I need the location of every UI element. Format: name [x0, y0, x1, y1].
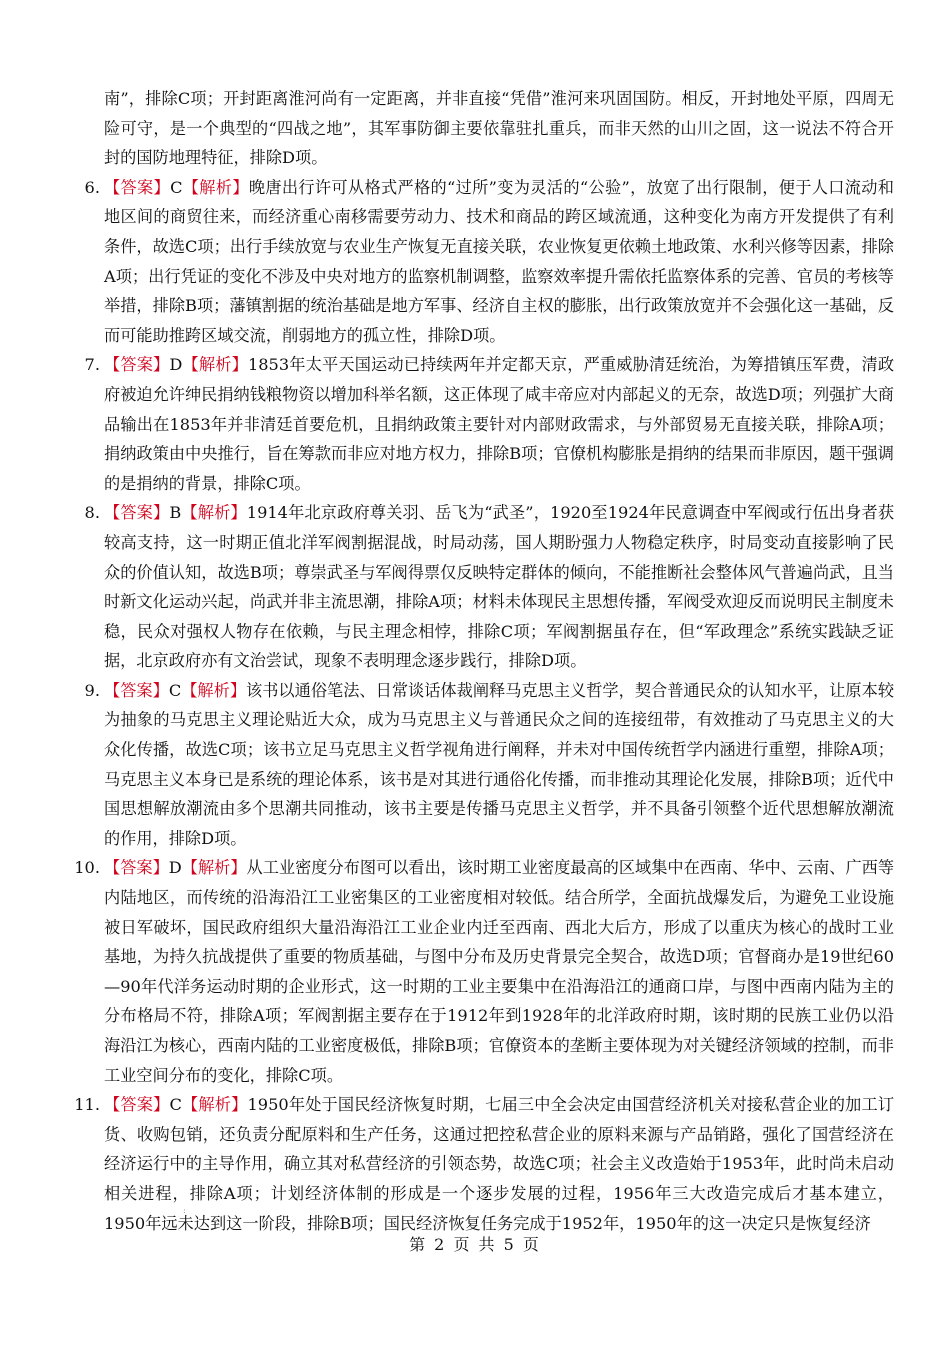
analysis-tag: 【解析】 — [182, 177, 249, 197]
analysis-tag: 【解析】 — [181, 1095, 248, 1115]
answer-letter: C — [170, 177, 183, 197]
answer-tag: 【答案】 — [104, 680, 169, 700]
item-number: 6. — [84, 177, 100, 197]
page-mark-dot: : — [183, 1206, 186, 1215]
page-number-label: 第 2 页 共 5 页 — [409, 1235, 541, 1254]
analysis-text: 晚唐出行许可从格式严格的“过所”变为灵活的“公验”，放宽了出行限制，便于人口流动和地区间的商贸往来，而经济重心南移需要劳动力、技术和商品的跨区域流通，这种变化为南方开发提供了有利条件，故选C项；出行手续放宽与农业生产恢复无直接关联，农业恢复更依赖土地政策、水利兴修等因素，排除A项；出行凭证的变化不涉及中央对地方的监察机制调整，监察效率提升需依托监察体系的完善、官员的考核等举措，排除B项；藩镇割据的统治基础是地方军事、经济自主权的膨胀，出行政策放宽并不会强化这一基础，反而可能助推跨区域交流，削弱地方的孤立性，排除D项。 — [104, 177, 894, 345]
answer-tag: 【答案】 — [104, 355, 170, 375]
analysis-text: 1950年处于国民经济恢复时期，七届三中全会决定由国营经济机关对接私营企业的加工订货、收购包销，还负责分配原料和生产任务，这通过把控私营企业的原料来源与产品销路，强化了国营经济在经济运行中的主导作用，确立其对私营经济的引领态势，故选C项；社会主义改造始于1953年，此时尚未启动相关进程，排除A项；计划经济体制的形成是一个逐步发展的过程，1956年三大改造完成后才基本建立，1950年远未达到这一阶段，排除B项；国民经济恢复任务完成于1952年，1950年的这一决定只是恢复经济 — [104, 1095, 895, 1233]
answer-item-7 — [62, 350, 894, 498]
analysis-text: 1853年太平天国运动已持续两年并定都天京，严重威胁清廷统治，为筹措镇压军费，清政府被迫允许绅民捐纳钱粮物资以增加科举名额，这正体现了咸丰帝应对内部起义的无奈，故选D项；列强扩大商品输出在1853年并非清廷首要危机，且捐纳政策主要针对内部财政需求，与外部贸易无直接关联，排除A项；捐纳政策由中央推行，旨在筹款而非应对地方权力，排除B项；官僚机构膨胀是捐纳的结果而非原因，题干强调的是捐纳的背景，排除C项。 — [104, 355, 895, 493]
answer-letter: D — [169, 355, 183, 375]
answer-letter: B — [169, 503, 182, 523]
continuation-paragraph — [62, 84, 894, 173]
analysis-tag: 【解析】 — [181, 503, 247, 523]
analysis-tag: 【解析】 — [181, 680, 247, 700]
answer-letter: C — [169, 1095, 182, 1115]
answer-tag: 【答案】 — [104, 503, 170, 523]
answer-item-10 — [62, 853, 894, 1090]
analysis-tag: 【解析】 — [181, 858, 247, 878]
item-number: 10. — [74, 858, 100, 878]
page-footer — [0, 1232, 950, 1255]
analysis-text: 从工业密度分布图可以看出，该时期工业密度最高的区域集中在西南、华中、云南、广西等内陆地区，而传统的沿海沿江工业密集区的工业密度相对较低。结合所学，全面抗战爆发后，为避免工业设施被日军破坏，国民政府组织大量沿海沿江工业企业内迁至西南、西北大后方，形成了以重庆为核心的战时工业基地，为持久抗战提供了重要的物质基础，与图中分布及历史背景完全契合，故选D项；官督商办是19世纪60—90年代洋务运动时期的企业形式，这一时期的工业主要集中在沿海沿江的通商口岸，与图中西南内陆为主的分布格局不符，排除A项；军阀割据主要存在于1912年到1928年的北洋政府时期，该时期的民族工业仍以沿海沿江为核心，西南内陆的工业密度极低，排除B项；官僚资本的垄断主要体现为对关键经济领域的控制，而非工业空间分布的变化，排除C项。 — [104, 858, 895, 1085]
item-number: 8. — [84, 503, 100, 523]
item-number: 7. — [84, 355, 100, 375]
answer-letter: D — [168, 858, 182, 878]
answer-item-9 — [62, 676, 894, 854]
answer-item-8 — [62, 498, 894, 676]
answer-tag: 【答案】 — [104, 858, 169, 878]
analysis-text: 该书以通俗笔法、日常谈话体裁阐释马克思主义哲学，契合普通民众的认知水平，让原本较为抽象的马克思主义理论贴近大众，成为马克思主义与普通民众之间的连接纽带，有效推动了马克思主义的大众化传播，故选C项；该书立足马克思主义哲学视角进行阐释，并未对中国传统哲学内涵进行重塑，排除A项；马克思主义本身已是系统的理论体系，该书是对其进行通俗化传播，而非推动其理论化发展，排除B项；近代中国思想解放潮流由多个思潮共同推动，该书主要是传播马克思主义哲学，并不具备引领整个近代思想解放潮流的作用，排除D项。 — [104, 680, 895, 848]
answer-tag: 【答案】 — [104, 1095, 170, 1115]
answer-letter: C — [168, 680, 182, 700]
item-number: 11. — [74, 1095, 100, 1115]
answer-tag: 【答案】 — [104, 177, 171, 197]
item-number: 9. — [84, 680, 100, 700]
answer-content — [62, 84, 894, 1238]
answer-item-6 — [62, 173, 894, 351]
analysis-text: 1914年北京政府尊关羽、岳飞为“武圣”，1920至1924年民意调查中军阀或行伍出身者获较高支持，这一时期正值北洋军阀割据混战，时局动荡，国人期盼强力人物稳定秩序，时局变动直接影响了民众的价值认知，故选B项；尊崇武圣与军阀得票仅反映特定群体的倾向，不能推断社会整体风气普遍尚武，且当时新文化运动兴起，尚武并非主流思潮，排除A项；材料未体现民主思想传播，军阀受欢迎反而说明民主制度未稳，民众对强权人物存在依赖，与民主理念相悖，排除C项；军阀割据虽存在，但“军政理念”系统实践缺乏证据，北京政府亦有文治尝试，现象不表明理念逐步践行，排除D项。 — [104, 503, 895, 671]
analysis-tag: 【解析】 — [182, 355, 248, 375]
continuation-text: 南”，排除C项；开封距离淮河尚有一定距离，并非直接“凭借”淮河来巩固国防。相反，开封地处平原，四周无险可守，是一个典型的“四战之地”，其军事防御主要依靠驻扎重兵，而非天然的山川之固，这一说法不符合开封的国防地理特征，排除D项。 — [104, 89, 894, 168]
answer-item-11 — [62, 1090, 894, 1238]
